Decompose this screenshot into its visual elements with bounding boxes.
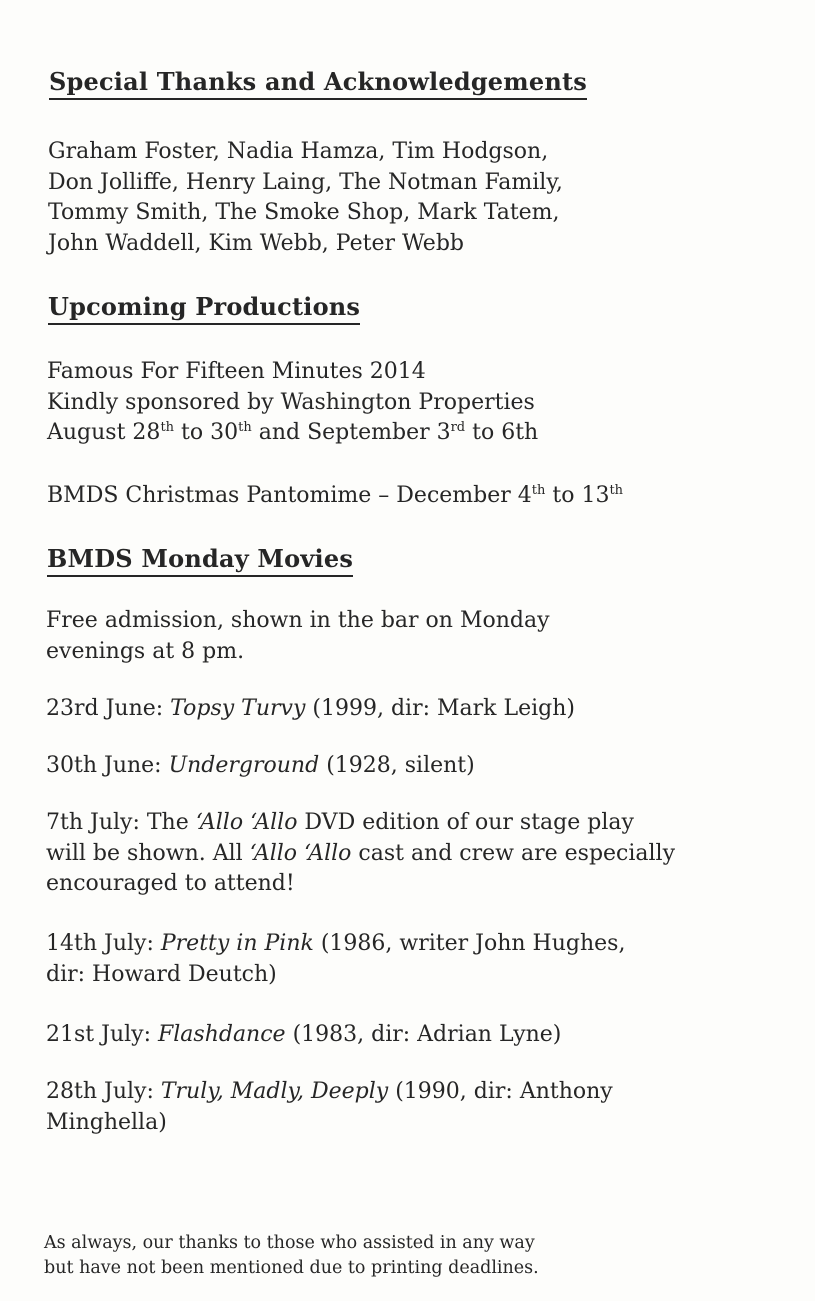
- movie-date: 21st July:: [46, 1022, 158, 1047]
- movie-title: Flashdance: [157, 1022, 286, 1047]
- productions-heading: Upcoming Productions: [48, 292, 360, 325]
- movie-details: (1928, silent): [319, 753, 475, 778]
- movie-entry: 28th July: Truly, Madly, Deeply (1990, dir: Anthony Minghella): [46, 1079, 613, 1135]
- panto-production: [47, 481, 623, 512]
- movies-heading: BMDS Monday Movies: [47, 544, 353, 577]
- production-sponsor: Kindly sponsored by Washington Properties: [47, 389, 535, 415]
- movie-title: ‘Allo ‘Allo: [195, 810, 298, 835]
- movie-entry: 7th July: The ‘Allo ‘Allo DVD edition of our stage play will be shown. All ‘Allo ‘Allo cast and crew are especially encouraged to attend!: [46, 810, 676, 896]
- movie-title: Truly, Madly, Deeply: [160, 1079, 389, 1104]
- production-title: Famous For Fifteen Minutes 2014: [47, 359, 426, 384]
- famous-production: [47, 357, 538, 449]
- movie-date: 14th July:: [46, 931, 161, 956]
- movie-date: 30th June:: [46, 753, 169, 778]
- movies-intro: [46, 606, 550, 667]
- movie-date: 28th July:: [46, 1079, 161, 1104]
- thanks-list: [48, 137, 563, 259]
- movie-title: Pretty in Pink: [160, 931, 314, 956]
- movie-title: ‘Allo ‘Allo: [249, 840, 352, 866]
- movie-details: (1983, dir: Adrian Lyne): [285, 1022, 562, 1047]
- movie-details: (1986, writer John Hughes,: [313, 931, 626, 956]
- movie-details: (1999, dir: Mark Leigh): [305, 696, 575, 721]
- movie-title: Topsy Turvy: [170, 696, 306, 721]
- thanks-line: Graham Foster, Nadia Hamza, Tim Hodgson,: [48, 139, 549, 164]
- production-dates: August 28th to 30th and September 3rd to 6th: [47, 420, 539, 445]
- movie-entry: [46, 751, 475, 782]
- thanks-line: John Waddell, Kim Webb, Peter Webb: [48, 230, 464, 256]
- movies-intro-line: evenings at 8 pm.: [46, 638, 245, 664]
- thanks-line: Tommy Smith, The Smoke Shop, Mark Tatem,: [48, 200, 560, 225]
- thanks-line: Don Jolliffe, Henry Laing, The Notman Family,: [48, 169, 563, 195]
- movie-entry: 14th July: Pretty in Pink (1986, writer John Hughes, dir: Howard Deutch): [46, 931, 626, 987]
- movie-date: 23rd June:: [46, 696, 171, 721]
- movie-details: (1990, dir: Anthony: [388, 1079, 613, 1104]
- footer-note: As always, our thanks to those who assisted in any way but have not been mentioned due to printing deadlines.: [44, 1233, 539, 1278]
- movie-entry: [46, 1020, 561, 1051]
- panto-line: BMDS Christmas Pantomime – December 4th to 13th: [47, 483, 624, 508]
- movie-entry: [46, 694, 575, 725]
- movie-title: Underground: [168, 753, 320, 778]
- movies-intro-line: Free admission, shown in the bar on Monday: [46, 608, 550, 633]
- thanks-heading: Special Thanks and Acknowledgements: [49, 67, 587, 100]
